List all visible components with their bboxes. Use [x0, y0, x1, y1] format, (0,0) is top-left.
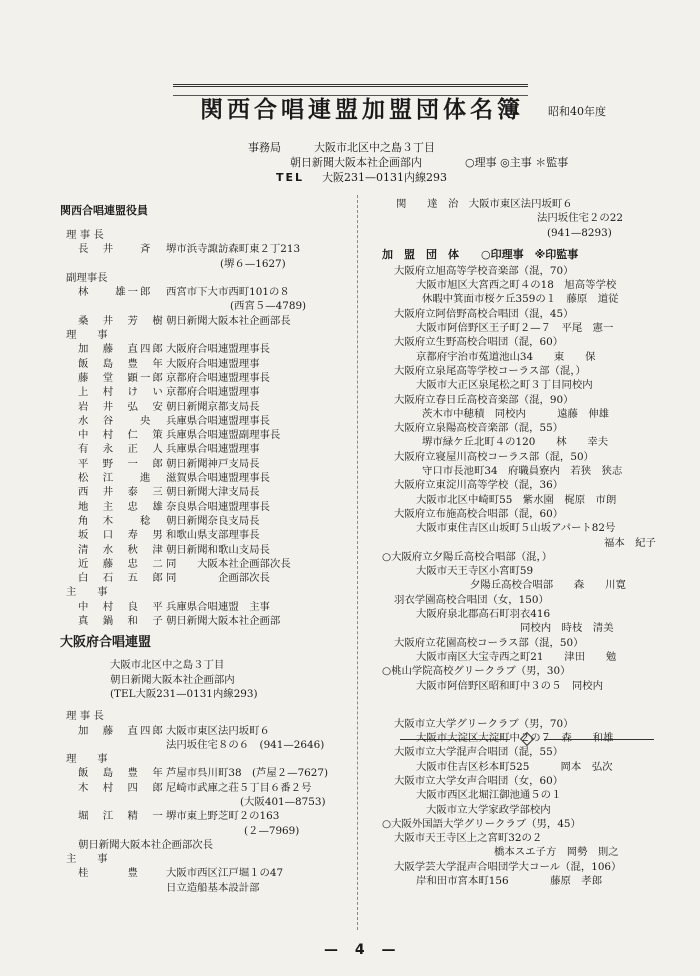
text-line: 大阪市北区中之島３丁目: [110, 659, 225, 672]
tel-label: TEL: [276, 171, 305, 184]
person-entry: [60, 285, 350, 299]
text-line: 大阪市立大学グリークラブ（男，70）: [394, 717, 574, 730]
person-detail: 大阪市西区江戸堀１の47: [166, 867, 284, 880]
person-detail: 同 企画部次長: [166, 572, 270, 585]
text-line: ○大阪外国語大学グリークラブ（男，45）: [382, 817, 581, 830]
text-line: 大阪府立春日丘高校音楽部（混，90）: [394, 393, 574, 406]
person-name: 平 野 一 郎: [78, 457, 165, 470]
person-detail: 朝日新聞京都支局長: [166, 400, 260, 413]
person-detail: 尼崎市武庫之荘５丁目６番２号: [166, 781, 312, 794]
person-name: 長 井 斉: [78, 243, 153, 256]
text-line: 京都府宇治市菟道池山34 東 保: [416, 350, 596, 363]
text-line: ○桃山学院高校グリークラブ（男，30）: [382, 665, 571, 678]
person-entry: [60, 724, 350, 738]
person-name: 真 鍋 和 子: [78, 615, 165, 628]
text-line: 大阪府立東淀川高等学校（混，36）: [394, 479, 564, 492]
person-name: 岩 井 弘 安: [78, 400, 165, 413]
text-line: 大阪市立大学混声合唱団（混，55）: [394, 746, 564, 759]
person-entry: [60, 571, 350, 585]
person-entry: [60, 442, 350, 456]
text-line: 堺市緑ケ丘北町４の120 林 幸夫: [422, 436, 609, 449]
person-detail: 朝日新聞和歌山支局長: [166, 543, 270, 556]
text-line: 大阪市天王寺区小宮町59: [416, 565, 534, 578]
person-entry: [60, 400, 350, 414]
person-name: 加 藤 直四郎: [78, 343, 165, 356]
text-line: 大阪府立寝屋川高校コーラス部（混，50）: [394, 450, 594, 463]
diamond-ornament: [520, 732, 534, 746]
person-detail: 兵庫県合唱連盟理事: [166, 443, 260, 456]
person-name: 堀 江 精 一: [78, 810, 165, 823]
person-name: 西 井 泰 三: [78, 486, 165, 499]
column-divider: [357, 195, 358, 930]
text-line: 副理事長: [66, 271, 108, 284]
person-name: 飯 島 豊 年: [78, 357, 165, 370]
right-column: [382, 197, 692, 888]
spacer: [60, 220, 350, 228]
text-line: 主 事: [66, 853, 108, 866]
text-line: 岸和田市宮本町156 藤原 孝郎: [416, 875, 603, 888]
text-line: 主 事: [66, 586, 108, 599]
text-line: 大阪市東住吉区山坂町５山坂アパート82号: [416, 522, 616, 535]
person-name: 水 谷 央: [78, 414, 153, 427]
text-line: 大阪市旭区大宮西之町４の18 旭高等学校: [416, 279, 617, 292]
person-entry: [60, 342, 350, 356]
person-entry: [60, 371, 350, 385]
person-detail: 大阪府合唱連盟理事長: [166, 343, 270, 356]
person-entry: [60, 485, 350, 499]
text-line: 大阪市大淀区大淀町中２の７ 森 和雄: [416, 732, 614, 745]
person-entry: [60, 866, 350, 880]
text-line: ○大阪府立夕陽丘高校合唱部（混，）: [382, 550, 553, 563]
person-name: 近 藤 忠 二: [78, 557, 165, 570]
person-entry: [60, 809, 350, 823]
text-line: 理 事: [66, 329, 108, 342]
section-heading: 大阪府合唱連盟: [60, 635, 152, 651]
person-name: 松 江 進: [78, 472, 153, 485]
text-line: (堺６—1627): [220, 257, 286, 270]
person-detail: 兵庫県合唱連盟理事長: [166, 414, 270, 427]
person-detail: 京都府合唱連盟理事: [166, 386, 260, 399]
person-detail: 兵庫県合唱連盟 主事: [166, 600, 270, 613]
person-entry: [60, 528, 350, 542]
text-line: 大阪府立泉尾高等学校コーラス部（混，）: [394, 364, 586, 377]
person-entry: [60, 614, 350, 628]
text-line: 大阪府立布施高校合唱部（混，60）: [394, 507, 564, 520]
left-column: [60, 204, 350, 895]
person-detail: 滋賀県合唱連盟理事長: [166, 472, 270, 485]
person-detail: 堺市浜寺諏訪森町東２丁213: [166, 243, 301, 256]
person-name: 地 主 忠 雄: [78, 500, 165, 513]
text-line: 大阪市住吉区杉本町525 岡本 弘次: [416, 760, 613, 773]
role-legend: ○理事 ◎主事 ＊監事: [465, 156, 569, 169]
person-entry: [60, 543, 350, 557]
page-number: — 4 —: [324, 942, 402, 958]
person-entry: [60, 314, 350, 328]
spacer: [60, 701, 350, 709]
page-title: 関西合唱連盟加盟団体名簿: [200, 97, 524, 123]
text-line: 大阪市立大学女声合唱団（女，60）: [394, 774, 564, 787]
text-line: 大阪市西区北堀江御池通５の１: [416, 789, 562, 802]
text-line: 大阪府泉北郡高石町羽衣416: [416, 608, 551, 621]
person-entry: [60, 471, 350, 485]
text-line: 理 事: [66, 753, 108, 766]
text-line: 大阪市立大学家政学部校内: [426, 803, 551, 816]
person-detail: 朝日新聞大阪本社企画部長: [166, 314, 291, 327]
text-line: (TEL大阪231—0131内線293): [110, 687, 258, 700]
text-line: 大阪市阿倍野区昭和町中３の５ 同校内: [416, 679, 604, 692]
text-line: 橋本スエ子方 岡勢 則之: [494, 846, 619, 859]
text-line: 法円坂住宅２の22: [537, 212, 623, 225]
person-name: 飯 島 豊 年: [78, 767, 165, 780]
person-entry: [60, 500, 350, 514]
person-name: 坂 口 寿 男: [78, 529, 165, 542]
person-entry: [60, 781, 350, 795]
section-heading: 加 盟 団 体 ○印理事 ※印監事: [382, 247, 579, 261]
text-line: 法円坂住宅８の６ (941—2646): [166, 738, 325, 751]
text-line: 朝日新聞大阪本社企画部次長: [78, 838, 214, 851]
person-detail: 同 大阪本社企画部次長: [166, 557, 291, 570]
person-entry: [60, 414, 350, 428]
text-line: 理 事 長: [66, 710, 104, 723]
text-line: 大阪府立花園高校コーラス部（混，50）: [394, 636, 584, 649]
text-line: 大阪府立阿倍野高校合唱団（混，45）: [394, 307, 574, 320]
year-note: 昭和40年度: [548, 105, 606, 118]
person-entry: [60, 242, 350, 256]
text-line: 大阪府立生野高校合唱団（混，60）: [394, 336, 564, 349]
person-detail: 朝日新聞奈良支局長: [166, 514, 260, 527]
person-name: 木 村 四 郎: [78, 781, 165, 794]
person-name: 中 村 良 平: [78, 600, 165, 613]
text-line: 同校内 時枝 清美: [520, 622, 614, 635]
text-line: 休暇中箕面市桜ケ丘359の１ 藤原 道従: [422, 293, 619, 306]
spacer: [382, 240, 692, 248]
person-detail: 奈良県合唱連盟理事長: [166, 500, 270, 513]
text-line: 羽衣学園高校合唱団（女，150）: [394, 593, 549, 606]
office-org: 朝日新聞大阪本社企画部内: [290, 156, 422, 169]
section-heading: 関西合唱連盟役員: [60, 204, 148, 217]
text-line: 大阪学芸大学混声合唱団学大コール（混，106）: [394, 860, 622, 873]
office-address: 大阪市北区中之島３丁目: [314, 141, 435, 154]
text-line: (２—7969): [244, 824, 300, 837]
text-line: 福本 紀子: [604, 536, 656, 549]
text-line: 日立造船基本設計部: [166, 881, 260, 894]
separator-gap: [382, 693, 692, 717]
text-line: 大阪府立泉陽高校音楽部（混，55）: [394, 422, 564, 435]
person-detail: 西宮市下大市西町101の８: [166, 286, 290, 299]
person-detail: 大阪府合唱連盟理事: [166, 357, 260, 370]
person-name: 上 村 け い: [78, 386, 165, 399]
office-label: 事務局: [248, 141, 281, 154]
person-detail: 京都府合唱連盟理事長: [166, 371, 270, 384]
section-separator: [400, 734, 654, 744]
text-line: 大阪市北区中崎町55 紫水園 梶原 市朗: [416, 493, 617, 506]
text-line: 大阪府立旭高等学校音楽部（混，70）: [394, 264, 574, 277]
person-detail: 朝日新聞大阪本社企画部: [166, 615, 281, 628]
person-entry: [60, 514, 350, 528]
text-line: 大阪市阿倍野区王子町２—７ 平尾 憲一: [416, 322, 614, 335]
person-entry: [60, 600, 350, 614]
person-detail: 和歌山県支部理事長: [166, 529, 260, 542]
person-detail: 兵庫県合唱連盟副理事長: [166, 429, 281, 442]
person-entry: [60, 385, 350, 399]
person-name: 清 水 秋 津: [78, 543, 165, 556]
text-line: 守口市長池町34 府職員寮内 若狭 狭志: [422, 465, 623, 478]
person-name: 林 雄一郎: [78, 286, 153, 299]
text-line: (941—8293): [547, 226, 612, 239]
text-line: 大阪市天王寺区上之宮町32の２: [394, 832, 543, 845]
person-name: 桂 豊: [78, 867, 140, 880]
text-line: 茨木市中穂積 同校内 遠藤 伸雄: [422, 407, 610, 420]
person-entry: [60, 557, 350, 571]
person-name: 中 村 仁 策: [78, 429, 165, 442]
person-entry: [60, 357, 350, 371]
person-entry: [60, 766, 350, 780]
text-line: 朝日新聞大阪本社企画部内: [110, 673, 235, 686]
person-name: 桑 井 芳 樹: [78, 314, 165, 327]
text-line: (大阪401—8753): [240, 795, 326, 808]
text-line: 大阪市南区大宝寺西之町21 津田 勉: [416, 650, 617, 663]
person-entry: [60, 457, 350, 471]
person-detail: 芦屋市呉川町38 (芦屋２—7627): [166, 767, 329, 780]
text-line: 大阪市大正区泉尾松之町３丁目同校内: [416, 379, 593, 392]
person-name: 藤 堂 顕一郎: [78, 371, 165, 384]
text-line: 夕陽丘高校合唱部 森 川寛: [470, 579, 626, 592]
person-name: 角 木 稔: [78, 514, 153, 527]
tel-value: 大阪231—0131内線293: [322, 171, 447, 184]
text-line: 理 事 長: [66, 229, 104, 241]
person-detail: 朝日新聞大津支局長: [166, 486, 260, 499]
person-entry: [60, 428, 350, 442]
person-name: 加 藤 直四郎: [78, 724, 165, 737]
text-line: 関 達 治 大阪市東区法円坂町６: [396, 198, 573, 210]
person-detail: 朝日新聞神戸支局長: [166, 457, 260, 470]
person-detail: 堺市東上野芝町２の163: [166, 810, 280, 823]
person-name: 白 石 五 郎: [78, 572, 165, 585]
person-name: 有 永 正 人: [78, 443, 165, 456]
text-line: (西宮５—4789): [230, 300, 307, 313]
person-detail: 大阪市東区法円坂町６: [166, 724, 270, 737]
